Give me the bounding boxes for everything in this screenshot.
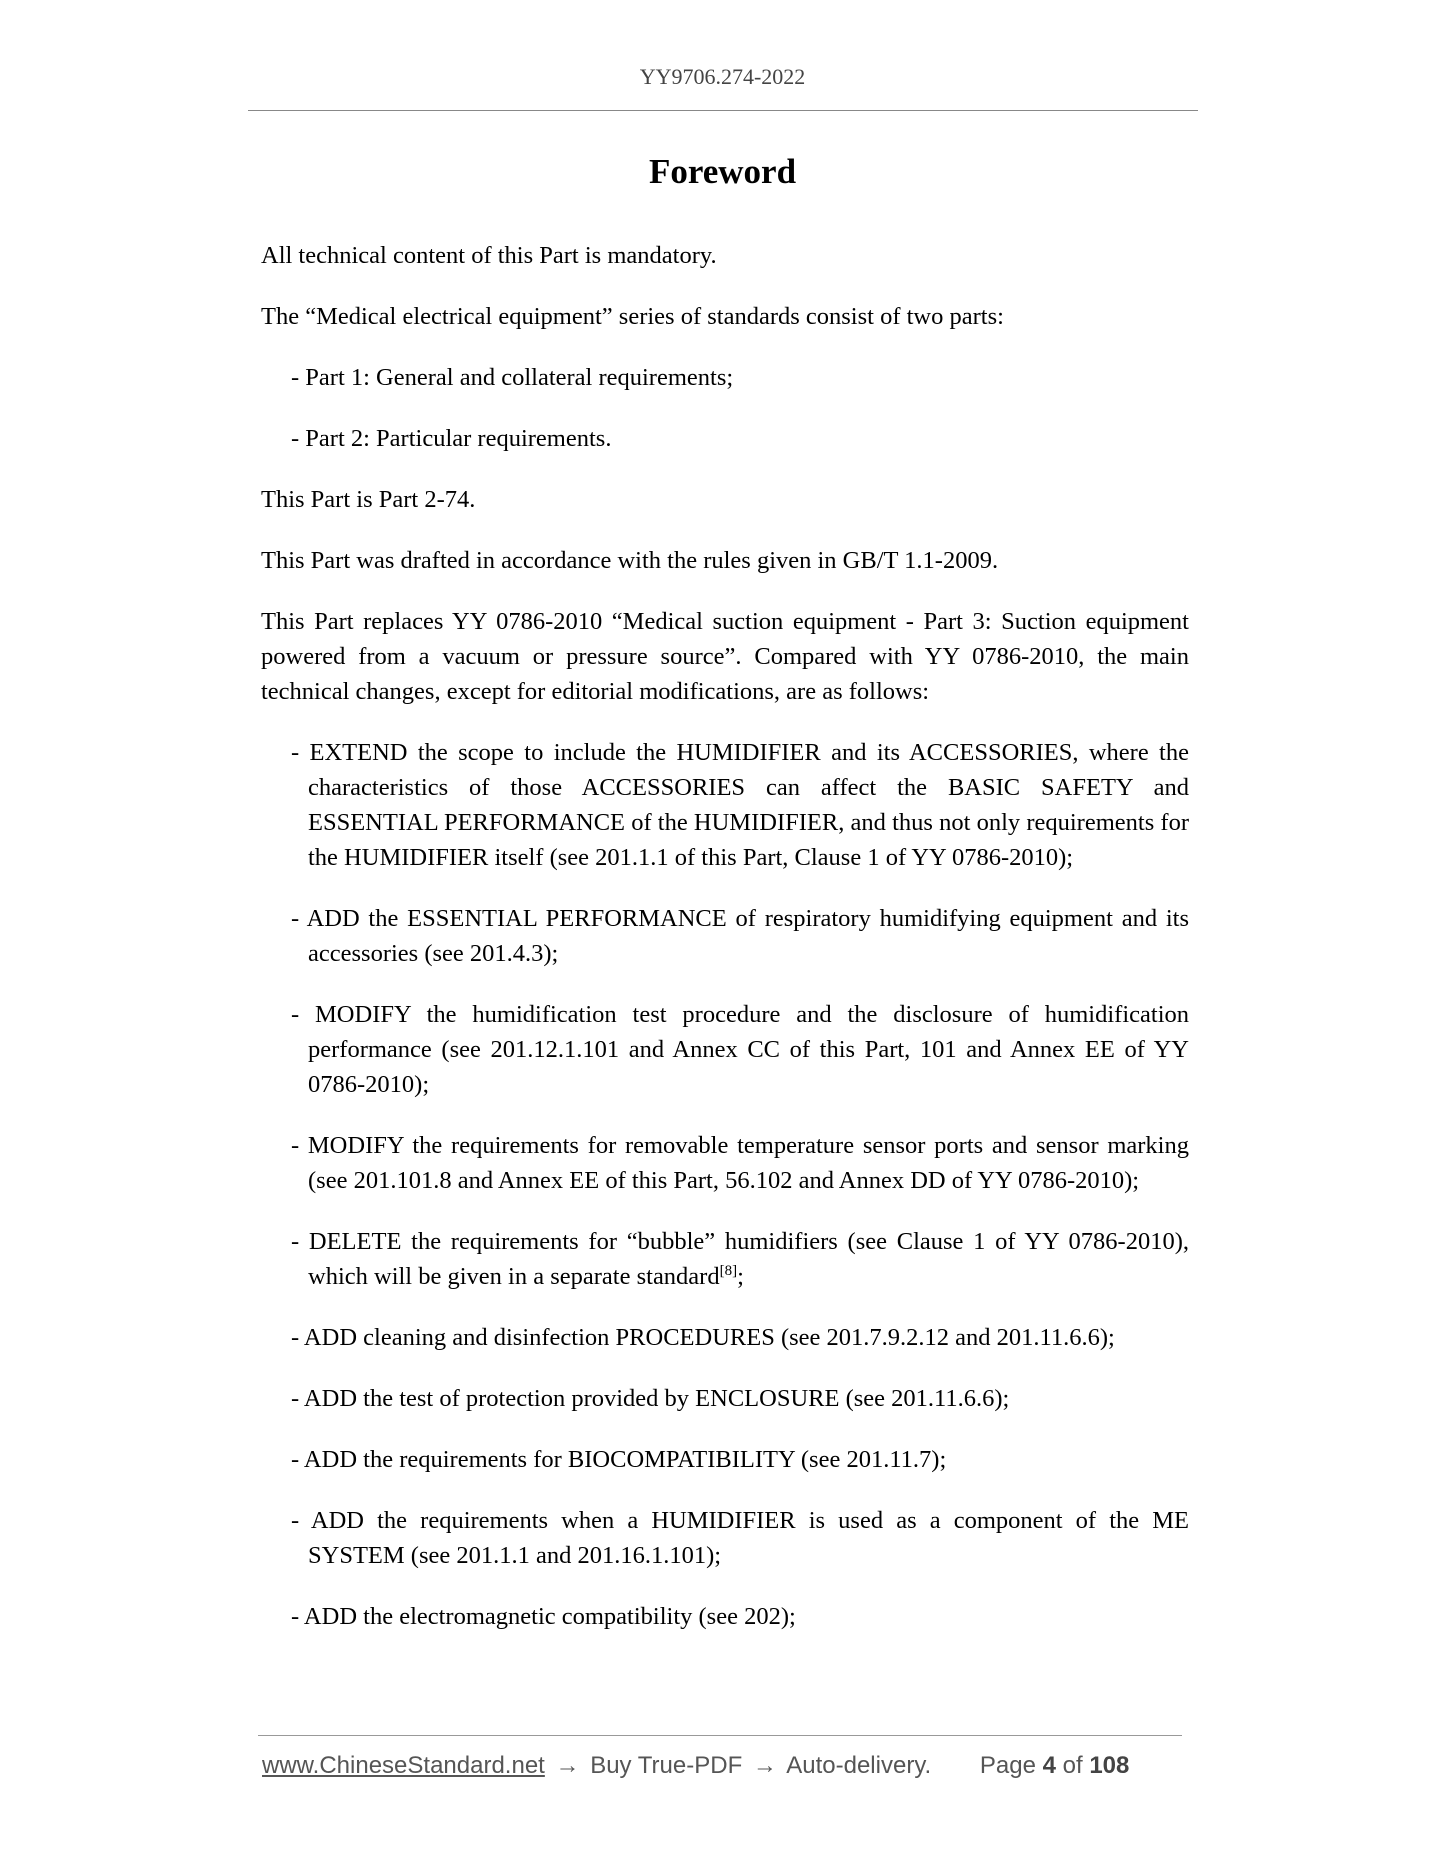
change-item-emc: - ADD the electromagnetic compatibility (see 202);: [291, 1603, 796, 1630]
page-indicator: [980, 1752, 1130, 1780]
document-code-header: YY9706.274-2022: [639, 64, 806, 89]
change-item-enclosure: - ADD the test of protection provided by ENCLOSURE (see 201.11.6.6);: [291, 1385, 1010, 1412]
change-item-delete-bubble: [291, 1224, 1189, 1294]
page-title: Foreword: [648, 152, 797, 191]
reference-superscript: [8]: [719, 1263, 738, 1279]
total-page-number: 108: [1089, 1752, 1130, 1779]
paragraph-part-number: This Part is Part 2-74.: [261, 486, 476, 513]
paragraph-replaces: This Part replaces YY 0786-2010 “Medical suction equipment - Part 3: Suction equipment powered from a vacuum or pressure source”. Compared with YY 0786-2010, the main technical changes, except for editorial modifications, are as follows:: [261, 608, 1189, 705]
paragraph-series: The “Medical electrical equipment” series of standards consist of two parts:: [261, 303, 1004, 330]
change-item-cleaning: - ADD cleaning and disinfection PROCEDURES (see 201.7.9.2.12 and 201.11.6.6);: [291, 1324, 1115, 1351]
change-item-delete-bubble-end: ;: [737, 1263, 744, 1290]
page-word: Page: [979, 1752, 1036, 1779]
arrow-right-icon: →: [752, 1752, 777, 1779]
foreword-body: [261, 238, 1189, 1660]
paragraph-drafting-rules: This Part was drafted in accordance with the rules given in GB/T 1.1-2009.: [261, 547, 999, 574]
footer-divider: [258, 1735, 1182, 1736]
change-item-me-system: - ADD the requirements when a HUMIDIFIER is used as a component of the ME SYSTEM (see 201.1.1 and 201.16.1.101);: [291, 1507, 1189, 1569]
website-link[interactable]: www.ChineseStandard.net: [262, 1752, 545, 1779]
auto-delivery-text: Auto-delivery.: [786, 1752, 932, 1779]
change-item-sensor-ports: - MODIFY the requirements for removable temperature sensor ports and sensor marking (see 201.101.8 and Annex EE of this Part, 56.102 and Annex DD of YY 0786-2010);: [291, 1132, 1189, 1194]
arrow-right-icon: →: [555, 1752, 580, 1779]
paragraph-mandatory: All technical content of this Part is mandatory.: [261, 242, 717, 269]
of-word: of: [1062, 1752, 1083, 1779]
current-page-number: 4: [1042, 1752, 1056, 1779]
change-item-delete-bubble-text: - DELETE the requirements for “bubble” humidifiers (see Clause 1 of YY 0786-2010), which will be given in a separate standard: [291, 1228, 1189, 1290]
header-divider: [248, 110, 1198, 111]
list-item-part1: - Part 1: General and collateral requirements;: [291, 364, 734, 391]
page-footer: [262, 1752, 1192, 1780]
change-item-humidification-test: - MODIFY the humidification test procedure and the disclosure of humidification performance (see 201.12.1.101 and Annex CC of this Part, 101 and Annex EE of YY 0786-2010);: [291, 1001, 1189, 1098]
change-item-essential-performance: - ADD the ESSENTIAL PERFORMANCE of respiratory humidifying equipment and its accessories (see 201.4.3);: [291, 905, 1189, 967]
list-item-part2: - Part 2: Particular requirements.: [291, 425, 612, 452]
change-item-extend-scope: - EXTEND the scope to include the HUMIDIFIER and its ACCESSORIES, where the characteristics of those ACCESSORIES can affect the BASIC SAFETY and ESSENTIAL PERFORMANCE of the HUMIDIFIER, and thus not only requirements for the HUMIDIFIER itself (see 201.1.1 of this Part, Clause 1 of YY 0786-2010);: [291, 739, 1189, 871]
change-item-biocompatibility: - ADD the requirements for BIOCOMPATIBILITY (see 201.11.7);: [291, 1446, 947, 1473]
buy-pdf-text: Buy True-PDF: [590, 1752, 743, 1779]
